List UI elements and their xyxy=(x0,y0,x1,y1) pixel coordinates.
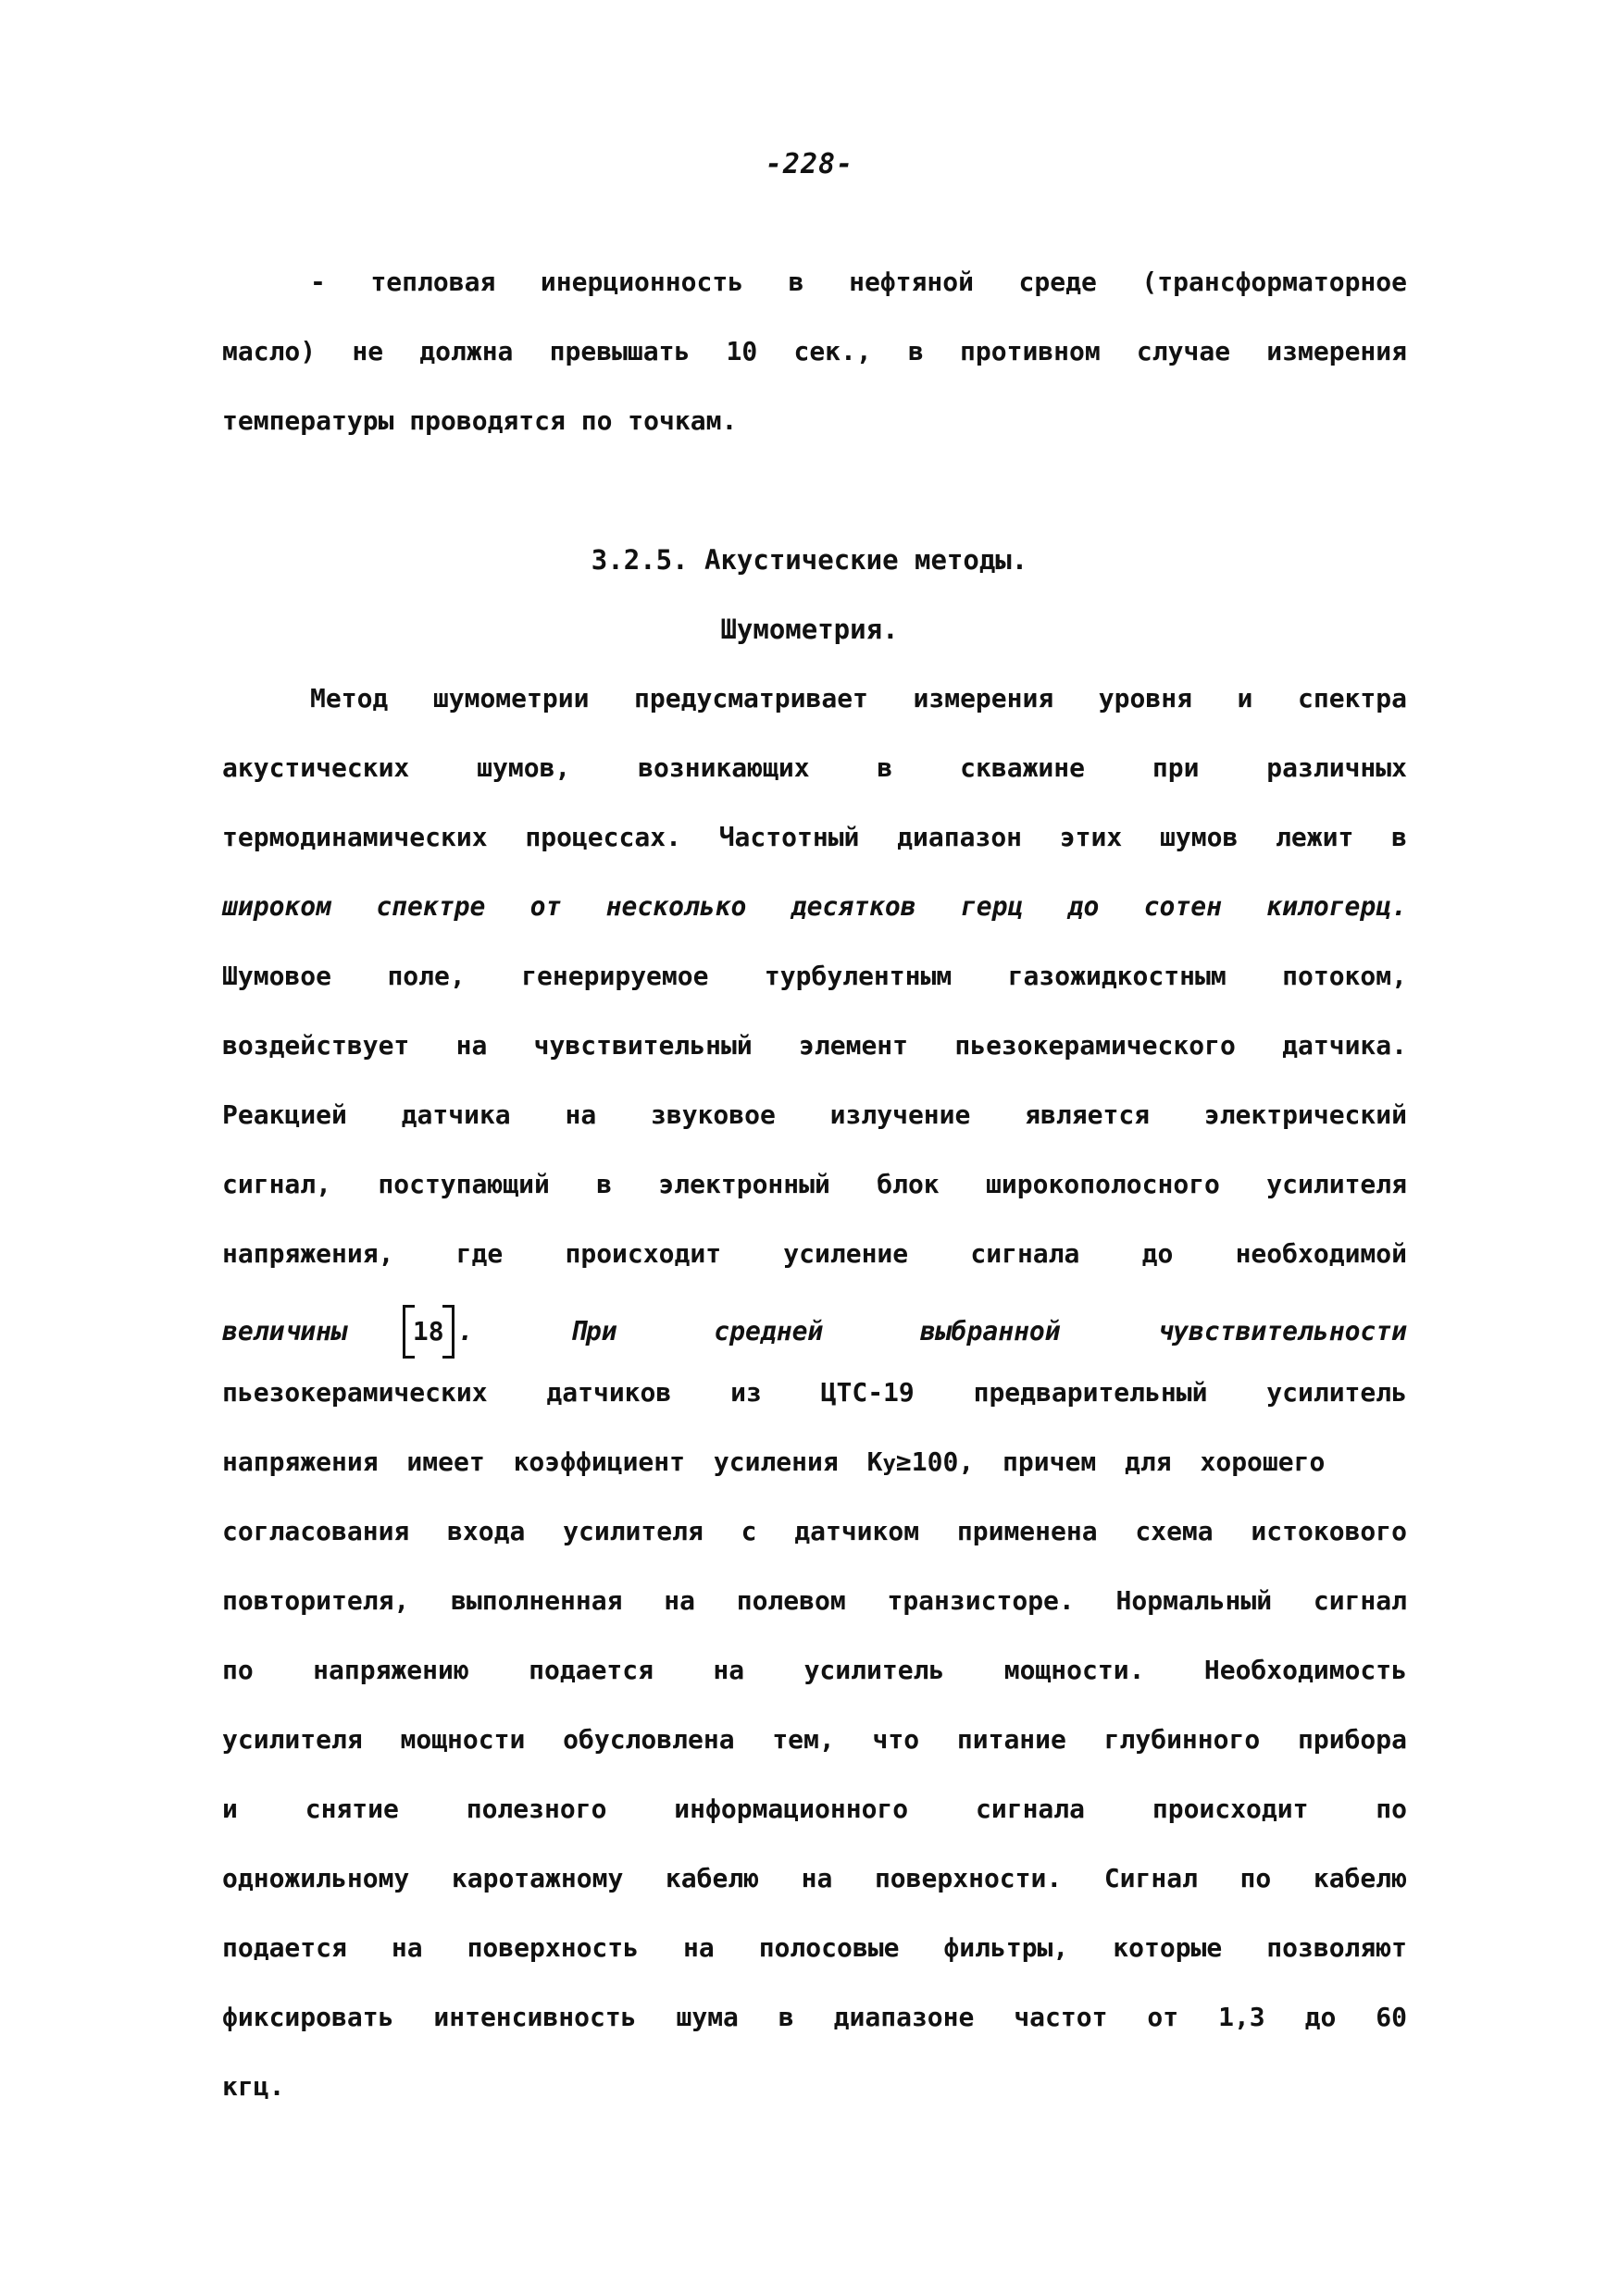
body-line: подается на поверхность на полосовые фильтры, которые позволяют xyxy=(222,1932,1407,1963)
body-line-segment: . При средней выбранной чувствительности xyxy=(457,1316,1407,1347)
body-line: фиксировать интенсивность шума в диапазоне частот от 1,3 до 60 xyxy=(222,2002,1407,2032)
body-line-with-reference xyxy=(222,1305,1407,1359)
body-line: Реакцией датчика на звуковое излучение является электрический xyxy=(222,1099,1407,1130)
body-line: термодинамических процессах. Частотный диапазон этих шумов лежит в xyxy=(222,822,1407,852)
section-heading: 3.2.5. Акустические методы. xyxy=(591,544,1028,576)
body-line: акустических шумов, возникающих в скважине при различных xyxy=(222,752,1407,783)
body-line: пьезокерамических датчиков из ЦТС-19 предварительный усилитель xyxy=(222,1377,1407,1408)
subscript: у xyxy=(882,1450,896,1476)
body-line: Шумовое поле, генерируемое турбулентным газожидкостным потоком, xyxy=(222,961,1407,991)
body-line: повторителя, выполненная на полевом транзисторе. Нормальный сигнал xyxy=(222,1585,1407,1616)
body-line: согласования входа усилителя с датчиком применена схема истокового xyxy=(222,1516,1407,1546)
body-line: напряжения, где происходит усиление сигнала до необходимой xyxy=(222,1238,1407,1269)
citation-reference: 18 xyxy=(403,1305,455,1359)
body-line-with-subscript xyxy=(222,1444,1407,1482)
body-line: широком спектре от несколько десятков герц до сотен килогерц. xyxy=(222,891,1407,922)
intro-line-3: температуры проводятся по точкам. xyxy=(222,405,738,436)
body-line: усилителя мощности обусловлена тем, что питание глубинного прибора xyxy=(222,1724,1407,1755)
section-subheading: Шумометрия. xyxy=(720,614,899,645)
body-line-segment: ≥100, причем для хорошего xyxy=(895,1446,1326,1477)
body-line: и снятие полезного информационного сигнала происходит по xyxy=(222,1793,1407,1824)
body-line: сигнал, поступающий в электронный блок широкополосного усилителя xyxy=(222,1169,1407,1199)
body-line: одножильному каротажному кабелю на поверхности. Сигнал по кабелю xyxy=(222,1863,1407,1893)
intro-line-2: масло) не должна превышать 10 сек., в противном случае измерения xyxy=(222,336,1407,366)
intro-line-1: - тепловая инерционность в нефтяной среде (трансформаторное xyxy=(310,267,1407,297)
body-line: Метод шумометрии предусматривает измерения уровня и спектра xyxy=(310,683,1407,714)
body-line-segment: величины xyxy=(222,1316,347,1347)
body-line: воздействует на чувствительный элемент пьезокерамического датчика. xyxy=(222,1030,1407,1061)
page-number: -228- xyxy=(765,148,854,180)
body-line: по напряжению подается на усилитель мощности. Необходимость xyxy=(222,1655,1407,1685)
body-line-segment: напряжения имеет коэффициент усиления K xyxy=(222,1446,883,1477)
body-line: кгц. xyxy=(222,2071,285,2102)
